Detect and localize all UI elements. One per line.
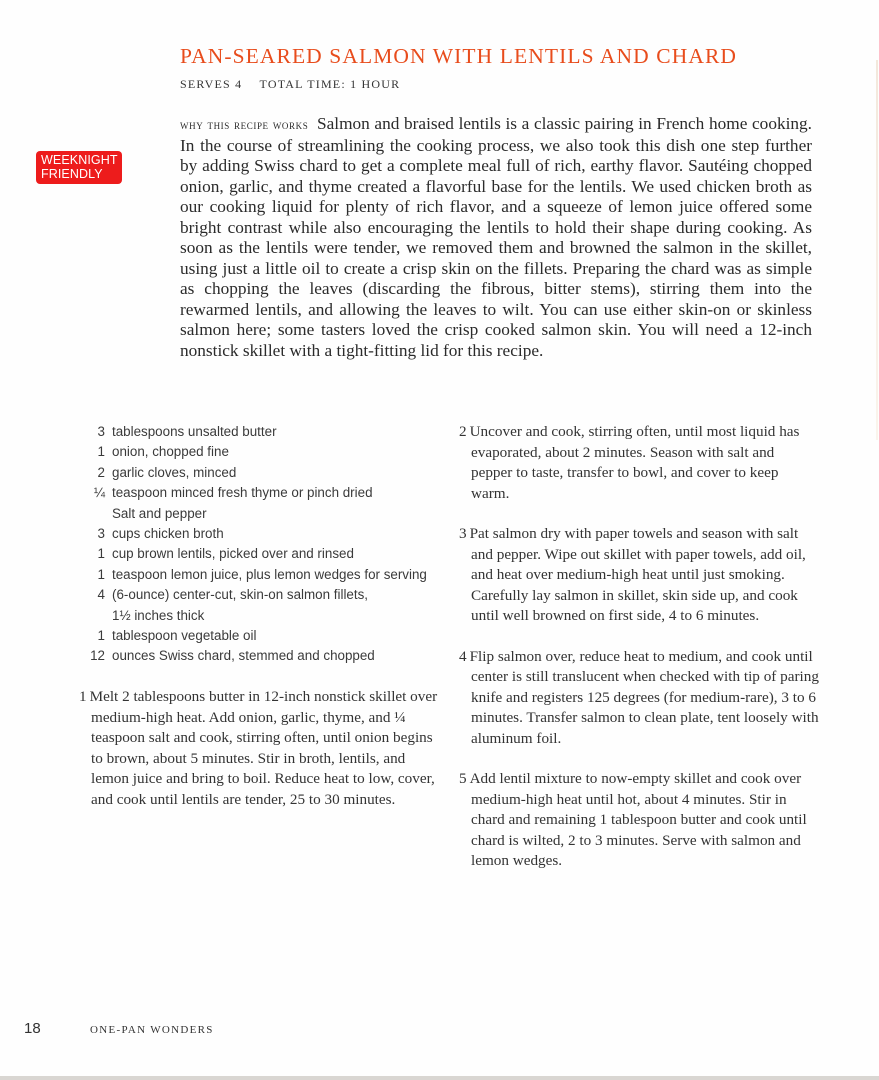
ingredient-qty: 4 xyxy=(97,587,105,603)
step-number: 2 xyxy=(459,423,467,440)
intro-lead: why this recipe works xyxy=(180,117,309,132)
ingredient-qty: 1 xyxy=(97,546,105,562)
ingredient-text: teaspoon minced fresh thyme or pinch dried xyxy=(112,485,373,501)
ingredient-text: garlic cloves, minced xyxy=(112,464,237,480)
ingredient-qty: 3 xyxy=(97,526,105,542)
ingredient-text: Salt and pepper xyxy=(112,505,207,521)
step-number: 4 xyxy=(459,647,467,665)
page-bottom-edge xyxy=(0,1076,879,1080)
ingredient-text: onion, chopped fine xyxy=(112,444,229,460)
step-text: Pat salmon dry with paper towels and season with salt and pepper. Wipe out skillet with paper towels, add oil, and heat over medium-high heat until just smoking. Carefully lay salmon in skillet, skin side up, and cook until well browned on first side, 4 to 6 minutes. xyxy=(469,525,806,624)
step-item xyxy=(79,687,439,810)
ingredient-item xyxy=(80,504,450,524)
ingredient-text: ounces Swiss chard, stemmed and chopped xyxy=(112,648,375,664)
ingredient-qty: 3 xyxy=(97,424,105,439)
serves-label: SERVES 4 xyxy=(180,77,243,91)
recipe-meta xyxy=(180,77,400,92)
steps-column-left xyxy=(79,687,439,830)
ingredient-item xyxy=(80,483,450,503)
ingredient-qty: 12 xyxy=(90,648,105,664)
ingredient-item xyxy=(80,544,450,564)
why-this-recipe-works xyxy=(180,114,812,361)
badge-line-1: WEEKNIGHT xyxy=(41,153,118,167)
step-item xyxy=(459,524,819,627)
ingredient-text: tablespoons unsalted butter xyxy=(112,424,277,439)
step-text: Add lentil mixture to now-empty skillet and cook over medium-high heat until hot, about 4 minutes. Stir in chard and remaining 1 tablespoon butter and cook until chard is wilted, 2 to 3 minutes. Serve with salmon and lemon wedges. xyxy=(469,770,807,869)
step-text: Flip salmon over, reduce heat to medium, and cook until center is still translucent when checked with tip of paring knife and registers 125 degrees (for medium-rare), 3 to 6 minutes. Transfer salmon to clean plate, tent loosely with aluminum foil. xyxy=(469,647,819,747)
ingredient-text: (6-ounce) center-cut, skin-on salmon fillets, xyxy=(112,587,369,603)
page-number: 18 xyxy=(24,1020,41,1037)
ingredient-item xyxy=(80,463,450,483)
ingredient-item xyxy=(80,585,450,605)
step-number: 5 xyxy=(459,770,467,787)
step-text: Uncover and cook, stirring often, until most liquid has evaporated, about 2 minutes. Season with salt and pepper to taste, transfer to bowl, and cover to keep warm. xyxy=(469,423,800,502)
step-item xyxy=(459,422,819,504)
step-item xyxy=(459,647,819,750)
intro-text: Salmon and braised lentils is a classic pairing in French home cooking. In the course of streamlining the cooking process, we also took this dish one step further by adding Swiss chard to get a complete meal full of rich, earthy flavor. Sautéing chopped onion, garlic, and thyme created a flavorful base for the lentils. We used chicken broth as our cooking liquid for plenty of rich flavor, and a squeeze of lemon juice offered some bright contrast while also encouraging the lentils to hold their shape during cooking. As soon as the lentils were tender, we removed them and browned the salmon in the skillet, using just a little oil to create a crisp skin on the fillets. Preparing the chard was as simple as chopping the leaves (discarding the fibrous, bitter stems), stirring them into the rewarmed lentils, and allowing the leaves to wilt. You can use either skin-on or skinless salmon here; some tasters loved the crisp cooked salmon skin. You will need a 12-inch nonstick skillet with a tight-fitting lid for this recipe. xyxy=(180,114,813,360)
ingredient-text: 1½ inches thick xyxy=(112,607,205,623)
ingredient-item xyxy=(80,626,450,646)
badge-line-2: FRIENDLY xyxy=(41,167,103,181)
ingredient-text: teaspoon lemon juice, plus lemon wedges for serving xyxy=(112,566,427,582)
step-item xyxy=(459,769,819,872)
page-gutter-edge xyxy=(876,60,878,440)
ingredient-qty: 1 xyxy=(97,444,105,460)
ingredient-qty: 1 xyxy=(97,628,105,644)
ingredient-item xyxy=(80,565,450,585)
section-name: ONE-PAN WONDERS xyxy=(90,1024,214,1036)
ingredient-text: cup brown lentils, picked over and rinsed xyxy=(112,546,354,562)
ingredient-qty xyxy=(80,606,112,626)
weeknight-friendly-badge xyxy=(36,151,122,184)
ingredient-qty: ¼ xyxy=(93,485,105,501)
ingredient-qty xyxy=(80,504,112,524)
ingredient-item xyxy=(80,524,450,544)
ingredient-item xyxy=(80,646,450,666)
ingredient-list xyxy=(80,422,450,667)
ingredient-qty: 2 xyxy=(97,464,105,480)
step-number: 1 xyxy=(79,688,87,705)
step-text: Melt 2 tablespoons butter in 12-inch nonstick skillet over medium-high heat. Add onion, garlic, thyme, and ¼ teaspoon salt and cook, stirring often, until onion begins to brown, about 5 minutes. Stir in broth, lentils, and lemon juice and bring to boil. Reduce heat to low, cover, and cook until lentils are tender, 25 to 30 minutes. xyxy=(89,688,438,808)
ingredient-qty: 1 xyxy=(97,566,105,582)
ingredient-item xyxy=(80,422,450,442)
ingredient-text: cups chicken broth xyxy=(112,526,224,542)
steps-column-right xyxy=(459,422,819,892)
recipe-title: PAN-SEARED SALMON WITH LENTILS AND CHARD xyxy=(180,44,738,68)
ingredient-item xyxy=(80,442,450,462)
ingredient-text: tablespoon vegetable oil xyxy=(112,628,257,644)
step-number: 3 xyxy=(459,525,467,542)
total-time-label: TOTAL TIME: 1 HOUR xyxy=(259,77,401,91)
ingredient-item xyxy=(80,606,450,626)
